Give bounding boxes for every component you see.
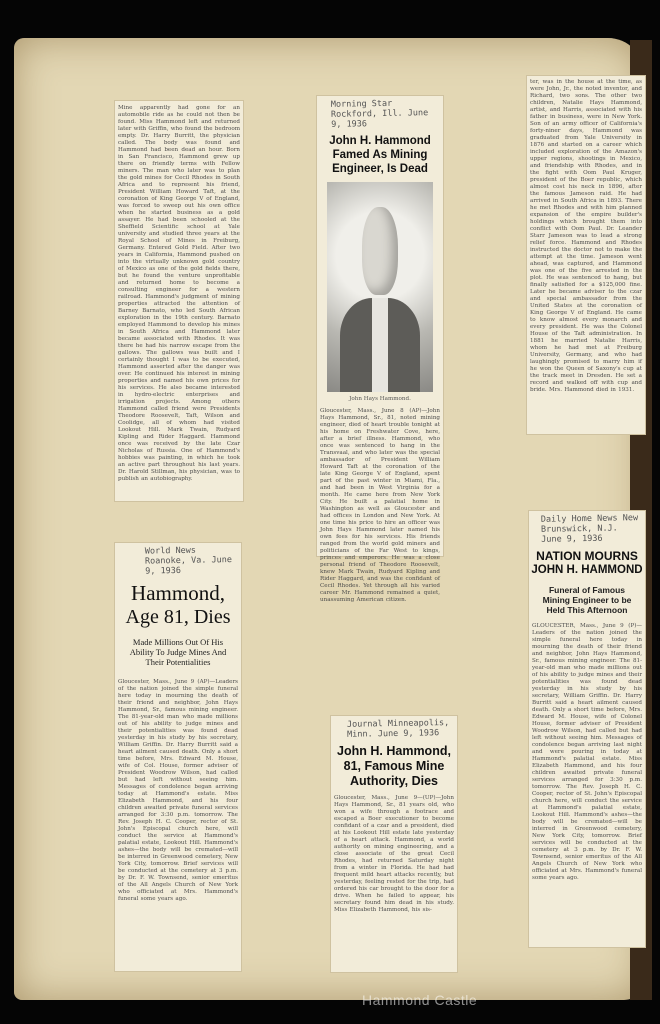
article-body: Gloucester, Mass., June 8 (AP)—John Hays Hammond, Sr., 81, noted mining engineer, died of heart trouble tonight at his home on Freshwater Cove, here, after a brief illness. Hammond, who once was sentenced to hang in the Transvaal, and who later was the special ambassador of President William Howard Taft at the coronation of the late King George V of England, spent part of the past winter in Miami, Fla., and had been in West Virginia for a month. He came here from New York City. He built a palatial home in Washington as well as Gloucester and had offices in London and New York. At one time his price to hire an officer was John Hays Hammond later named his own fees for his services. His friends ranged from the world gold miners and politicians of the Far West to kings, princes and emperors. He was a close personal friend of Theodore Roosevelt, knew Mark Twain, Rudyard Kipling and Rider Haggard, and was the confidant of Cecil Rhodes. Yet through all his varied career Mr. Hammond remained a quiet, unassuming American citizen.	[320, 408, 440, 603]
watermark-logo-text: Hammond Castle	[362, 992, 478, 1008]
subheadline: Funeral of Famous Mining Engineer to be Held This Afternoon	[542, 585, 632, 615]
clipping-world-news	[114, 542, 242, 972]
clipping-continuation-left	[114, 100, 244, 502]
headline-line-1: Hammond,	[131, 581, 225, 605]
clipping-continuation-right	[526, 75, 646, 435]
newspaper-stamp: Morning Star Rockford, Ill. June 9, 1936	[330, 98, 429, 130]
newspaper-stamp: Daily Home News New Brunswick, N.J. June 9, 1936	[540, 513, 639, 545]
headline: John H. Hammond Famed As Mining Engineer, Is Dead	[329, 135, 431, 175]
article-body: Gloucester, Mass., June 9—(UP)—John Hays Hammond, Sr., 81 years old, who won a wife through a footrace and escaped a Boer executioner to become confidant of a czar and a president, died at his Lookout Hill estate late yesterday of a heart attack. Hammond, a world authority on mining engineering, and a close associate of the great Cecil Rhodes, had returned Saturday night from a winter in Florida. He had had frequent mild heart attacks recently, but yesterday, feeling rested for the trip, had ordered his car brought to the door for a drive. When he failed to appear, his secretary found him dead in his study. Miss Elizabeth Hammond, his sis-	[334, 795, 454, 913]
headline-line-2: JOHN H. HAMMOND	[531, 564, 643, 576]
article-body: ter, was in the house at the time, as were John, Jr., the noted inventor, and Richard, two sons. The other two children, Natalie Hays Hammond, artist, and Harris, associated with his father in business, were in New York. Son of an army officer of California's forty-niner days, Hammond was graduated from Yale University in 1876 and started on a career which included exploration of the Amazon's upper regions, shootings in Mexico, and friendship with Rhodes, and in the fight with Oom Paul Kruger, president of the Boer republic, which almost cost his neck in 1896, after the famous Jameson raid. He had arrived in South Africa in 1893. There he met Rhodes and with him planned expansion of the empire builder's holdings which brought them into conflict with Oom Paul. Dr. Leander Starr Jameson was to lead a strong relief force. Hammond and Rhodes instructed the doctor not to make the attempt at the time. Jameson went ahead, was captured, and Hammond was one of the five arrested in the plot. He was sentenced to hang, but finally satisfied for a $125,000 fine. Later he became adviser to the czar and special ambassador from the United States at the coronation of King George V of England. He came to know almost every monarch and every president. He was the Colonel House of the Taft administration. In 1881 he married Natalie Harris, whom he had met at Freiburg University, Germany, and who had laughingly promised to marry him if he won the Queen of Saxony's cup at the track meet in Dresden. He set a record and walked off with cup and bride. Mrs. Hammond died in 1931.	[530, 79, 642, 393]
clipping-morning-star	[316, 95, 444, 603]
article-body: Gloucester, Mass., June 9 (AP)—Leaders of the nation joined the simple funeral here today in mourning the death of their friend and neighbor, John Hays Hammond, Sr., famous mining engineer. The 81-year-old man who made millions out of his ability to judge mines and their potentialities was found dead yesterday in his study by his secretary, William Griffin. Dr. Harry Burritt said a heart ailment caused death. Only a short time before, Mrs. Edward M. House, wife of Col. House, former adviser of President Woodrow Wilson, had called but had left without seeing him. Messages of condolence began arriving today at Hammond's estate. Miss Elizabeth Hammond, and his four children awaited private funeral services arranged for 3:30 p.m. tomorrow. The Rev. Joseph H. C. Cooper, rector of St. John's Episcopal church here, will conduct the service at Hammond's palatial estate, Lookout Hill. Hammond's ashes—the body will be cremated—will be interred in Greenwood cemetery, New York City, tomorrow. Brief services will be conducted at the cemetery at 3 p.m. by Dr. F. W. Townsend, senior emeritus of the All Angels Church of New York who officiated at Mrs. Hammond's funeral some years ago.	[118, 679, 238, 902]
photo-caption: John Hays Hammond.	[349, 396, 411, 402]
article-body: Mine apparently had gone for an automobile ride as he could not then be found. Miss Hammond left and returned later with Griffin, who found the bedroom empty. Dr. Harry Burritt, the physician called. The body was found and Hammond had been dead an hour. Born in San Francisco, Hammond grew up there on friendly terms with Fellow miners. The man who later was to plan the gold mines for Cecil Rhodes in South Africa and to represent his friend, President William Howard Taft, at the coronation of King George V of England, was forced to sweep out his own office when he started business as a gold assayer. He had been schooled at the Sheffield Scientific school at Yale university and studied three years at the Royal School of Mines in Freiburg, Germany. Entered Gold Field. After two years in California, Hammond pushed on into the virtually unknown gold country of Mexico as one of the gold fields there, but he found the venture unprofitable and returned home to become a consulting engineer for a western railroad. Hammond's judgment of mining properties attracted the attention of Barney Barnato, who led South African exploration in the 19th century. Barnato employed Hammond to develop his mines in South Africa and Hammond later became associated with Rhodes. It was there he had his narrow escape from the gallows. The gallows was built and I certainly thought I was to be executed, Hammond asserted after the danger was over. He continued his interest in mining properties and named his own prices for his services. He also became interested in hydro-electric enterprises and irrigation projects. Among others Hammond called friend were Presidents Theodore Roosevelt, Taft, Wilson and Coolidge, all of whom had visited Lookout Hill. Mark Twain, Rudyard Kipling and Rider Haggard. Hammond once was received by the late Czar Nicholas of Russia. One of Hammond's hobbies was painting, in which he took an active part throughout his last years. Dr. Harold Stillman, his physician, was to publish an autobiography.	[118, 105, 240, 482]
headline: John H. Hammond, 81, Famous Mine Authority, Dies	[337, 744, 451, 788]
subheadline: Made Millions Out Of His Ability To Judge Mines And Their Potentialities	[129, 637, 227, 667]
portrait-photo	[327, 182, 433, 392]
clipping-daily-home-news	[528, 510, 646, 948]
newspaper-stamp: World News Roanoke, Va. June 9, 1936	[144, 545, 233, 577]
headline-line-2: Age 81, Dies	[125, 606, 231, 628]
newspaper-stamp: Journal Minneapolis, Minn. June 9, 1936	[346, 718, 450, 740]
article-body: GLOUCESTER, Mass., June 9 (P)—Leaders of the nation joined the simple funeral here today in mourning the death of their friend and neighbor, John Hays Hammond, Sr., famous mining engineer. The 81-year-old man who made millions out of his ability to judge mines and their potentialities was found dead yesterday in his study by his secretary, William Griffin. Dr. Harry Burritt said a heart ailment caused death. Only a short time before, Mrs. Edward M. House, wife of Colonel House, former adviser of President Woodrow Wilson, had called but had left without seeing him. Messages of condolence began arriving last night and were pouring in today at Hammond's palatial estate. Miss Elizabeth Hammond, and his four children awaited private funeral services arranged for 3:30 p.m. tomorrow. The Rev. Joseph H. C. Cooper, rector of St. John's Episcopal church here, will conduct the service at Hammond's palatial estate, Lookout Hill. Hammond's ashes—the body will be cremated—will be interred in Greenwood cemetery, New York City, tomorrow. Brief services will be conducted at the cemetery at 3 p.m. by Dr. F. W. Townsend, senior emeritus of the All Angels Church of New York who officiated at Mrs. Hammond's funeral some years ago.	[532, 623, 642, 881]
clipping-journal	[330, 715, 458, 973]
headline-line-1: NATION MOURNS	[536, 549, 638, 563]
